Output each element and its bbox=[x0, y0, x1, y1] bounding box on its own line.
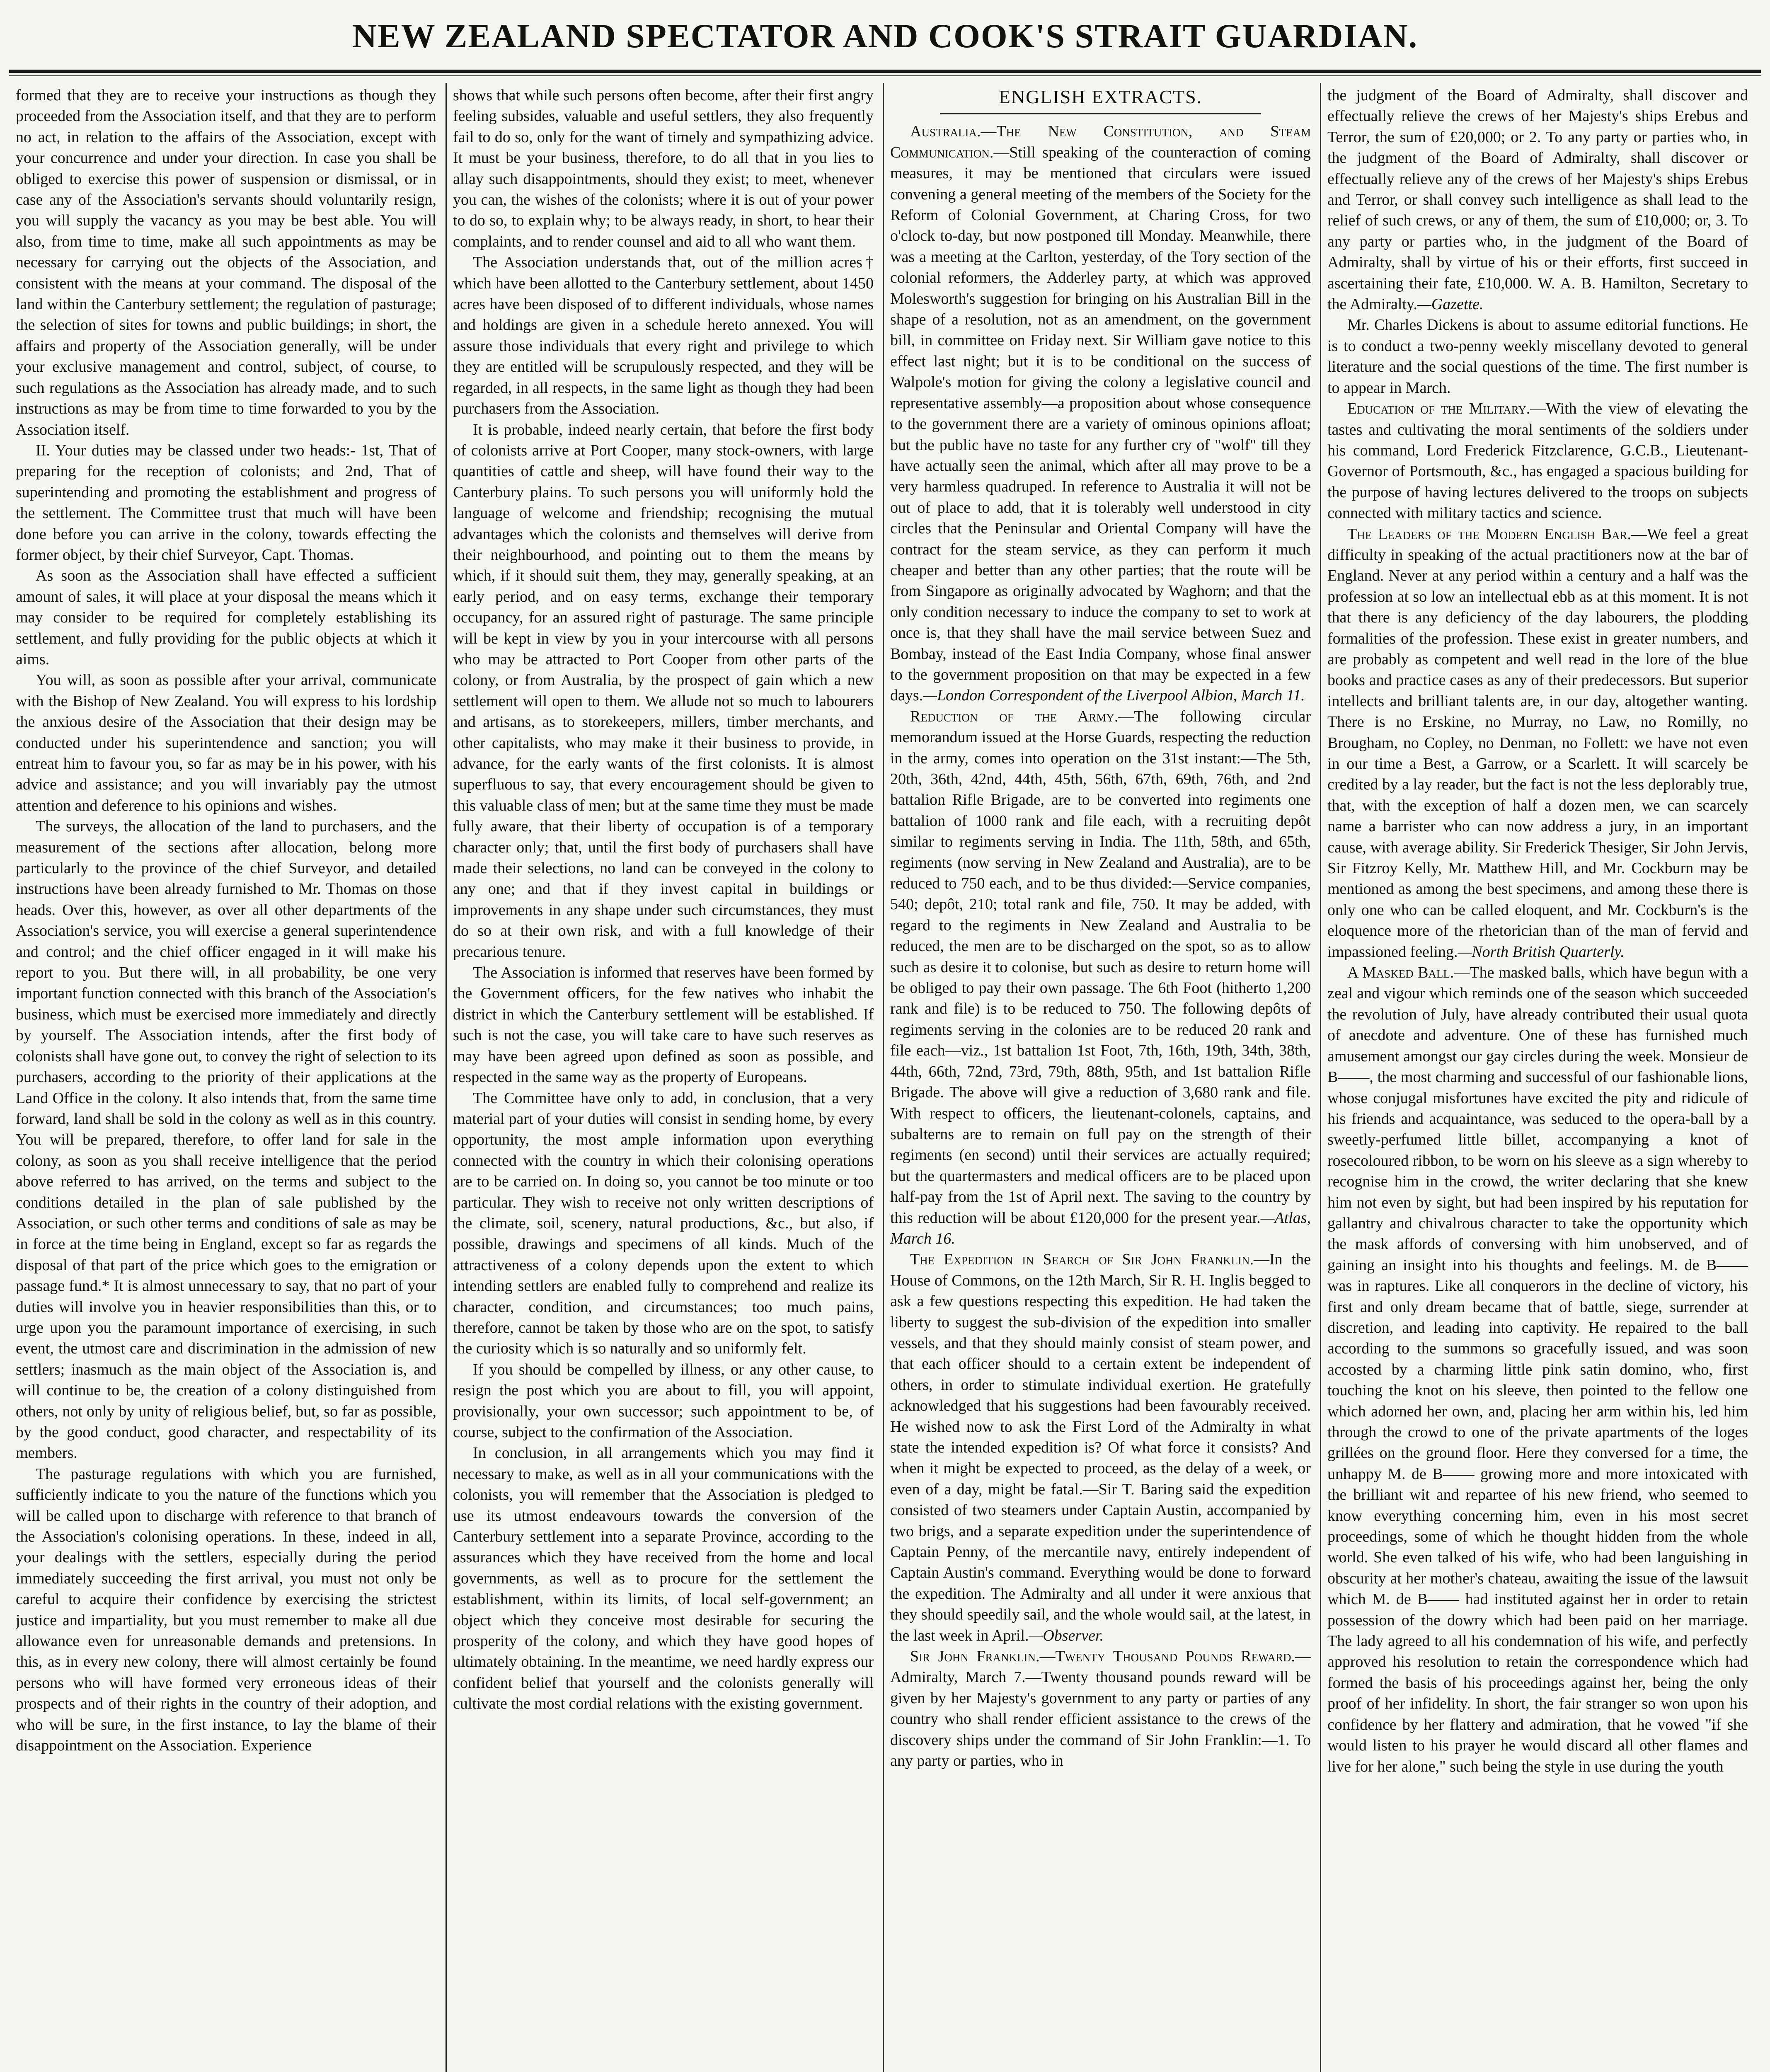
article-paragraph bbox=[1327, 524, 1748, 963]
column-divider bbox=[883, 83, 884, 2072]
article-paragraph bbox=[1327, 398, 1748, 523]
article-paragraph bbox=[890, 706, 1311, 1249]
col2-paragraph: In conclusion, in all arrangements which you may find it necessary to make, as well as in all your communications with the colonists, you will remember that the Association is pledged to use its utmost endeavours towards the conversion of the Canterbury settlement into a separate Province, according to the assurances which they have received from the home and local governments, as well as to procure for the settlement the establishment, within its limits, of local self-government; an object which they conceive most desirable for securing the prosperity of the colony, and which they have good hopes of ultimately obtaining. In the meantime, we need hardly express our confident belief that yourself and the colonists generally will cultivate the most cordial relations with the existing government. bbox=[453, 1444, 874, 1713]
col2-paragraph: It is probable, indeed nearly certain, that before the first body of colonists arrive at Port Cooper, many stock-owners, with large quantities of cattle and sheep, will have found their way to the Canterbury plains. To such persons you will uniformly hold the language of welcome and friendship; recognising the mutual advantages which the colonists and themselves will derive from their neighbourhood, and pointing out to them the means by which, if it should suit them, they may, generally speaking, at an early period, and on easy terms, exchange their temporary occupancy, for an assured right of pasturage. The same principle will be kept in view by you in your intercourse with all persons who may be attracted to Port Cooper from other parts of the colony, or from Australia, by the prospect of gain which a new settlement will open to them. We allude not so much to labourers and artisans, as to storekeepers, millers, timber merchants, and other capitalists, who may make it their business to provide, in advance, for the early wants of the first colonists. It is almost superfluous to say, that every encouragement should be given to this valuable class of men; but at the same time they must be made fully aware, that their liberty of occupation is of a temporary character only; that, until the first body of purchasers shall have made their selections, no land can be conveyed in the colony to any one; and that if they invest capital in buildings or improvements in any shape under such circumstances, they must do so at their own risk, and with a full knowledge of their precarious tenure. bbox=[453, 421, 874, 961]
article-source: —Atlas, March 16. bbox=[890, 1209, 1311, 1247]
article-paragraph bbox=[1327, 962, 1748, 1777]
col1-paragraph: As soon as the Association shall have effected a sufficient amount of sales, it will place at your disposal the means which it may consider to be required for completely establishing its settlement, and fully providing for the public objects at which it aims. bbox=[16, 567, 436, 668]
article-body: — Admiralty, March 7.—Twenty thousand pounds reward will be given by her Majesty's government to any party or parties of any country who shall render efficient assistance to the crews of the discovery ships under the command of Sir John Franklin:—1. To any party or parties, who in bbox=[890, 1648, 1311, 1770]
col2-paragraph: The Association is informed that reserves have been formed by the Government officers, for the few natives who inhabit the district in which the Canterbury settlement will be established. If such is not the case, you will take care to have such reserves as may have been agreed upon defined as soon as possible, and respected in the same way as the property of Europeans. bbox=[453, 964, 874, 1086]
article-paragraph bbox=[1327, 315, 1748, 398]
article-paragraph bbox=[890, 1249, 1311, 1646]
column-divider bbox=[446, 83, 447, 2072]
article-body: —We feel a great difficulty in speaking of the actual practitioners now at the bar of England. Never at any period within a century and a half was the profession at so low an intellectual ebb as at this moment. It is not that there is any deficiency of the day labourers, the plodding formalities of the profession. These exist in greater numbers, and are probably as competent and well read in the lore of the blue books and practice cases as any of their predecessors. But superior intellects and brilliant talents are, in our day, altogether wanting. There is no Erskine, no Murray, no Law, no Romilly, no Brougham, no Copley, no Denman, no Follett: we have not even in our time a Best, a Garrow, or a Scarlett. It will scarcely be credited by a lay reader, but the fact is not the less deplorably true, that, with the exception of half a dozen men, we can scarcely name a barrister who can now address a jury, in an important cause, with average ability. Sir Frederick Thesiger, Sir John Jervis, Sir Fitzroy Kelly, Mr. Matthew Hill, and Mr. Cockburn may be mentioned as among the best specimens, and among these there is only one who can be called eloquent, and Mr. Cockburn's is the eloquence more of the rhetorician than of the man of fervid and impassioned feeling. bbox=[1327, 525, 1748, 961]
column-2 bbox=[453, 85, 874, 2072]
article-body: Mr. Charles Dickens is about to assume editorial functions. He is to conduct a two-penny weekly miscellany devoted to general literature and the social questions of the time. The first number is to appear in March. bbox=[1327, 316, 1748, 397]
article-lead: Australia.—The New Constitution, and Steam Communication. bbox=[890, 123, 1311, 161]
column-1 bbox=[16, 85, 436, 2072]
masthead-title: NEW ZEALAND SPECTATOR AND COOK'S STRAIT GUARDIAN. bbox=[352, 17, 1418, 55]
article-source: —Observer. bbox=[1029, 1627, 1104, 1644]
col1-paragraph: formed that they are to receive your instructions as though they proceeded from the Association itself, and that they are to perform no act, in relation to the affairs of the Association, except with your concurrence and under your direction. In case you shall be obliged to exercise this power of suspension or dismissal, or in case any of the Association's servants should voluntarily resign, you will supply the vacancy as you may be best able. You will also, from time to time, make all such appointments as may be necessary for carrying out the objects of the Association, and consistent with the means at your command. The disposal of the land within the Canterbury settlement; the regulation of pasturage; the selection of sites for towns and public buildings; in short, the affairs and property of the Association generally, will be under your exclusive management and control, subject, of course, to such regulations as the Association has already made, and to such instructions as may be from time to time forwarded to you by the Association itself. bbox=[16, 87, 436, 438]
masthead-rule-thin bbox=[9, 75, 1761, 76]
col1-paragraph: The surveys, the allocation of the land to purchasers, and the measurement of the sections after allocation, belong more particularly to the province of the chief Surveyor, and detailed instructions have been already furnished to Mr. Thomas on those heads. Over this, however, as over all other departments of the Association's service, you will exercise a general superintendence and control; and the chief officer engaged in it will make his report to you. But there will, in all probability, be one very important function connected with this branch of the Association's business, which must be exercised more immediately and directly by yourself. The Association intends, after the first body of colonists shall have gone out, to convey the right of selection to its purchasers, according to the priority of their applications at the Land Office in the colony. It also intends that, from the same time forward, land shall be sold in the colony as well as in this country. You will be prepared, therefore, to offer land for sale in the colony, as soon as you shall receive intelligence that the period above referred to has arrived, on the terms and subject to the conditions detailed in the plan of sale published by the Association, or such other terms and conditions of sale as may be in force at the time being in England, except so far as regards the disposal of that part of the price which goes to the emigration or passage fund.* It is almost unnecessary to say, that no part of your duties will involve you in heavier responsibilities than this, or to urge upon you the paramount importance of exercising, in such event, the utmost care and discrimination in the admission of new settlers; inasmuch as the main object of the Association is, and will continue to be, the creation of a colony distinguished from others, not only by unity of religious belief, but, so far as possible, by the good conduct, good character, and respectability of its members. bbox=[16, 818, 436, 1462]
article-lead: A Masked Ball. bbox=[1347, 964, 1454, 982]
column-3 bbox=[890, 85, 1311, 2072]
article-paragraph bbox=[1327, 85, 1748, 315]
col2-paragraph: shows that while such persons often become, after their first angry feeling subsides, valuable and useful settlers, they also frequently fail to do so, only for the want of timely and sympathizing advice. It must be your business, therefore, to do all that in you lies to allay such disappointments, should they exist; to meet, whenever you can, the wishes of the colonists; where it is out of your power to do so, to explain why; to be always ready, in short, to hear their complaints, and to render counsel and aid to all who want them. bbox=[453, 87, 874, 250]
article-lead: The Leaders of the Modern English Bar. bbox=[1347, 525, 1631, 543]
article-lead: Education of the Military. bbox=[1347, 400, 1530, 418]
article-body: —The following circular memorandum issued at the Horse Guards, respecting the reduction in the army, comes into operation on the 31st instant:—The 5th, 20th, 36th, 42nd, 44th, 45th, 56th, 67th, 69th, 76th, and 2nd battalion Rifle Brigade, are to be converted into regiments one battalion of 1000 rank and file each, with a recruiting depôt similar to regiments serving in India. The 11th, 58th, and 65th, regiments (now serving in New Zealand and Australia), are to be reduced to 750 each, and to be thus divided:—Service companies, 540; depôt, 210; total rank and file, 750. It may be added, with regard to the regiments in New Zealand and Australia to be reduced, the men are to be discharged on the spot, so as to allow such as desire it to colonise, but such as desire to return home will be obliged to pay their own passage. The 6th Foot (hitherto 1,200 rank and file) is to be reduced to 750. The following depôts of regiments serving in the colonies are to be reduced 20 rank and file each—viz., 1st battalion 1st Foot, 7th, 16th, 19th, 34th, 38th, 44th, 66th, 72nd, 73rd, 79th, 88th, 95th, and 1st battalion Rifle Brigade. The above will give a reduction of 3,680 rank and file. With respect to officers, the lieutenant-colonels, captains, and subalterns are to remain on full pay on the strength of their regiments (en second) until their services are actually required; but the quartermasters and medical officers are to be placed upon half-pay from the 1st of April next. The saving to the country by this reduction will be about £120,000 for the present year. bbox=[890, 707, 1311, 1227]
article-source: —London Correspondent of the Liverpool Albion, March 11. bbox=[923, 687, 1305, 704]
section-heading-rule bbox=[940, 113, 1261, 114]
article-body: —With the view of elevating the tastes and cultivating the moral sentiments of the soldiers under his command, Lord Frederick Fitzclarence, G.C.B., Lieutenant-Governor of Portsmouth, &c., has engaged a spacious building for the purpose of having lectures delivered to the troops on subjects connected with military tactics and science. bbox=[1327, 400, 1748, 522]
article-source: —North British Quarterly. bbox=[1458, 943, 1625, 961]
col1-paragraph: The pasturage regulations with which you are furnished, sufficiently indicate to you the nature of the functions which you will be called upon to discharge with reference to that branch of the Association's colonising operations. In these, indeed in all, your dealings with the settlers, especially during the period immediately succeeding the first arrival, you must not only be careful to acquire their confidence by exercising the strictest justice and impartiality, but you must remember to make all due allowance even for unreasonable demands and pretensions. In this, as in every new colony, there will almost certainly be found persons who will have formed very erroneous ideas of their prospects and of their rights in the country of their adoption, and who will be sure, in the first instance, to lay the blame of their disappointment on the Association. Experience bbox=[16, 1465, 436, 1755]
column-4 bbox=[1327, 85, 1748, 2072]
article-body: the judgment of the Board of Admiralty, shall discover and effectually relieve the crews of her Majesty's ships Erebus and Terror, the sum of £20,000; or 2. To any party or parties who, in the judgment of the Board of Admiralty, shall discover or effectually relieve any of the crews of her Majesty's ships Erebus and Terror, or shall convey such intelligence as shall lead to the relief of such crews, or any of them, the sum of £10,000; or, 3. To any party or parties who, in the judgment of the Board of Admiralty, shall by virtue of his or their efforts, first succeed in ascertaining their fate, £10,000. W. A. B. Hamilton, Secretary to the Admiralty. bbox=[1327, 87, 1748, 313]
article-body: —Still speaking of the counteraction of coming measures, it may be mentioned that circulars were issued convening a general meeting of the members of the Society for the Reform of Colonial Government, at Charing Cross, for two o'clock to-day, but now postponed till Monday. Meanwhile, there was a meeting at the Carlton, yesterday, of the Tory section of the colonial reformers, the Adderley party, at which was approved Molesworth's suggestion for bringing on his Australian Bill in the shape of a resolution, not as an amendment, on the government bill, in committee on Friday next. Sir William gave notice to this effect last night; but it is to be conditional on the success of Walpole's motion for giving the colony a legislative council and representative assembly—a proposition about whose consequence to the government there are a variety of ominous opinions afloat; but the public have no taste for any further cry of "wolf" till they have actually seen the animal, which after all may prove to be a very harmless quadruped. In reference to Australia it will not be out of place to add, that it is tolerably well understood in city circles that the Peninsular and Oriental Company will have the contract for the steam service, as they can perform it much cheaper and better than any other parties; that the route will be from Singapore as originally advocated by Waghorn; and that the only condition necessary to induce the company to set to work at once is, that they shall have the mail service between Suez and Bombay, instead of the East India Company, whose final answer to the government proposition on that may be expected in a few days. bbox=[890, 143, 1311, 704]
col2-paragraph: If you should be compelled by illness, or any other cause, to resign the post which you are about to fill, you will appoint, provisionally, your own successor; such appointment to be, of course, subject to the confirmation of the Association. bbox=[453, 1360, 874, 1441]
article-paragraph bbox=[890, 121, 1311, 706]
article-lead: Reduction of the Army. bbox=[910, 707, 1119, 725]
col1-paragraph: II. Your duties may be classed under two heads:- 1st, That of preparing for the reception of colonists; and 2nd, That of superintending and promoting the establishment and progress of the settlement. The Committee trust that much will have been done before you can arrive in the colony, towards effecting the former object, by their chief Surveyor, Capt. Thomas. bbox=[16, 441, 436, 564]
article-body: —The masked balls, which have begun with a zeal and vigour which reminds one of the season which succeeded the revolution of July, have already contributed their usual quota of anecdote and adventure. One of these has furnished much amusement amongst our gay circles during the week. Monsieur de B——, the most charming and successful of our fashionable lions, whose conjugal misfortunes have excited the pity and ridicule of his friends and acquaintance, was seduced to the opera-ball by a sweetly-perfumed little billet, accompanying a knot of rosecoloured ribbon, to be worn on his sleeve as a sign whereby to recognise him in the crowd, the writer declaring that she knew him not even by sight, but had been inspired by his reputation for gallantry and chivalrous character to take the opportunity which the mask affords of conversing with him unobserved, and of gaining an insight into his thoughts and feelings. M. de B—— was in raptures. Like all conquerors in the decline of victory, his first and only dream became that of battle, siege, surrender at discretion, and leading into captivity. He repaired to the ball according to the summons so gracefully issued, and was soon accosted by a charming little pink satin domino, who, first touching the knot on his sleeve, then pointed to the fellow one which adorned her own, and, placing her arm within his, led him through the crowd to one of the private apartments of the loges grillées on the ground floor. Here they conversed for a time, the unhappy M. de B—— growing more and more intoxicated with the brilliant wit and repartee of his new friend, who seemed to know everything concerning him, even in his most secret proceedings, some of which he thought hidden from the whole world. She even talked of his wife, who had been languishing in obscurity at her mother's chateau, awaiting the issue of the lawsuit which M. de B—— had instituted against her in order to retain possession of the dowry which had been paid on her marriage. The lady agreed to all his condemnation of his wife, and perfectly approved his resolution to retain the correspondence which had formed the basis of his proceedings against her, being the only proof of her infidelity. In short, the fair stranger so won upon his confidence by her flattery and admiration, that he vowed "if she would listen to his prayer he would discard all other flames and live for her alone," such being the style in use during the youth bbox=[1327, 964, 1748, 1775]
article-body: —In the House of Commons, on the 12th March, Sir R. H. Inglis begged to ask a few questions respecting this expedition. He had taken the liberty to suggest the sub-division of the expedition into smaller vessels, and that they should mainly consist of steam power, and that each officer should to a certain extent be independent of others, in order to stimulate individual exertion. He gratefully acknowledged that his suggestions had been favourably received. He wished now to ask the First Lord of the Admiralty in what state the intended expedition is? Of what force it consists? And when it might be expected to proceed, as the delay of a week, or even of a day, might be fatal.—Sir T. Baring said the expedition consisted of two steamers under Captain Austin, accompanied by two brigs, and a separate expedition under the superintendence of Captain Penny, of the mercantile navy, entirely independent of Captain Austin's command. Everything would be done to forward the expedition. The Admiralty and all under it were anxious that they should speedily sail, and the whole would sail, at the latest, in the last week in April. bbox=[890, 1251, 1311, 1644]
col2-paragraph: The Association understands that, out of the million acres† which have been allotted to the Canterbury settlement, about 1450 acres have been disposed of to different individuals, whose names and holdings are given in a schedule hereto annexed. You will assure those individuals that every right and privilege to which they are entitled will be scrupulously respected, and they will be regarded, in all respects, in the same light as though they had been purchasers from the Association. bbox=[453, 254, 874, 418]
col2-paragraph: The Committee have only to add, in conclusion, that a very material part of your duties will consist in sending home, by every opportunity, the most ample information upon everything connected with the country in which their colonising operations are to be carried on. In doing so, you cannot be too minute or too particular. They wish to receive not only written descriptions of the climate, soil, scenery, natural productions, &c., but also, if possible, drawings and specimens of all kinds. Much of the attractiveness of a colony depends upon the extent to which intending settlers are enabled fully to comprehend and realize its character, condition, and circumstances; too much pains, therefore, cannot be taken by those who are on the spot, to satisfy the curiosity which is so naturally and so uniformly felt. bbox=[453, 1089, 874, 1358]
col1-paragraph: You will, as soon as possible after your arrival, communicate with the Bishop of New Zealand. You will express to his lordship the anxious desire of the Association that their design may be conducted under his superintendence and sanction; you will entreat him to favour you, so far as may be in his power, with his advice and assistance; and you will invariably pay the utmost attention and deference to his opinions and wishes. bbox=[16, 671, 436, 814]
column-divider bbox=[1320, 83, 1321, 2072]
article-paragraph bbox=[890, 1646, 1311, 1771]
section-heading: ENGLISH EXTRACTS. bbox=[998, 86, 1203, 107]
article-source: —Gazette. bbox=[1417, 295, 1484, 313]
masthead-rule bbox=[9, 70, 1761, 73]
article-lead: The Expedition in Search of Sir John Franklin. bbox=[910, 1251, 1254, 1268]
article-lead: Sir John Franklin.—Twenty Thousand Pounds Reward. bbox=[910, 1648, 1295, 1665]
